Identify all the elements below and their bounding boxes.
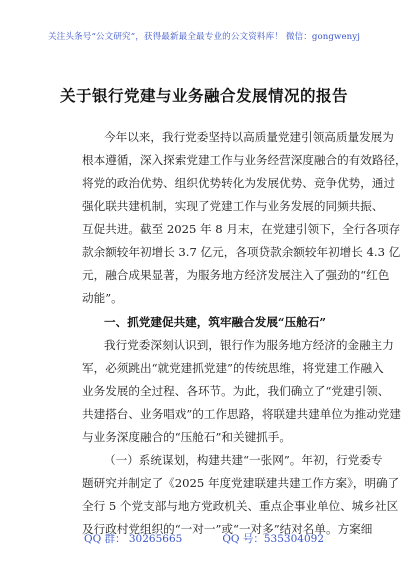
section-heading: 一、抓党建促共建，筑牢融合发展“压舱石” bbox=[104, 315, 327, 329]
body-line: 根本遵循，深入探索党建工作与业务经营深度融合的有效路径， bbox=[82, 153, 407, 167]
document-title: 关于银行党建与业务融合发展情况的报告 bbox=[59, 86, 348, 105]
qq-group-text: QQ 群： 30265665 bbox=[83, 533, 183, 545]
body-line: 及行政村党组织的“一对一”或“一对多”结对名单。方案细 bbox=[82, 522, 373, 536]
body-line: 将党的政治优势、组织优势转化为发展优势、竞争优势，通过 bbox=[82, 176, 396, 190]
body-line: 题研究并制定了《2025 年度党建联建共建工作方案》，明确了 bbox=[82, 476, 400, 490]
body-line: 强化联共建机制，实现了党建工作与业务发展的同频共振、 bbox=[82, 199, 384, 213]
body-line: 全行 5 个党支部与地方党政机关、重点企事业单位、城乡社区 bbox=[82, 499, 399, 513]
body-line: 与业务深度融合的“压舱石”和关键抓手。 bbox=[82, 430, 291, 444]
body-line: 元，融合成果显著，为服务地方经济发展注入了强劲的“红色 bbox=[82, 268, 390, 282]
body-line: 我行党委深刻认识到，银行作为服务地方经济的金融主力 bbox=[104, 338, 394, 352]
body-line: 款余额较年初增长 3.7 亿元，各项贷款余额较年初增长 4.3 亿 bbox=[82, 245, 401, 259]
body-line: 动能”。 bbox=[82, 291, 123, 305]
header-banner: 关注头条号“公文研究”，获得最新最全最专业的公文资料库！ 微信：gongwenyj bbox=[47, 32, 361, 42]
body-line: 今年以来，我行党委坚持以高质量党建引领高质量发展为 bbox=[104, 130, 394, 144]
body-line: （一）系统谋划，构建共建“一张网”。年初，行党委专 bbox=[104, 453, 383, 467]
body-line: 共建搭台、业务唱戏”的工作思路，将联建共建单位为推动党建 bbox=[82, 407, 401, 421]
body-line: 业务发展的全过程、各环节。为此，我们确立了“党建引领、 bbox=[82, 384, 390, 398]
body-line: 互促共进。截至 2025 年 8 月末，在党建引领下，全行各项存 bbox=[82, 222, 401, 236]
qq-number-text: QQ 号：535304092 bbox=[222, 533, 325, 545]
body-line: 军，必须跳出“就党建抓党建”的传统思维，将党建工作融入 bbox=[82, 361, 384, 375]
footer-contact bbox=[0, 531, 408, 546]
